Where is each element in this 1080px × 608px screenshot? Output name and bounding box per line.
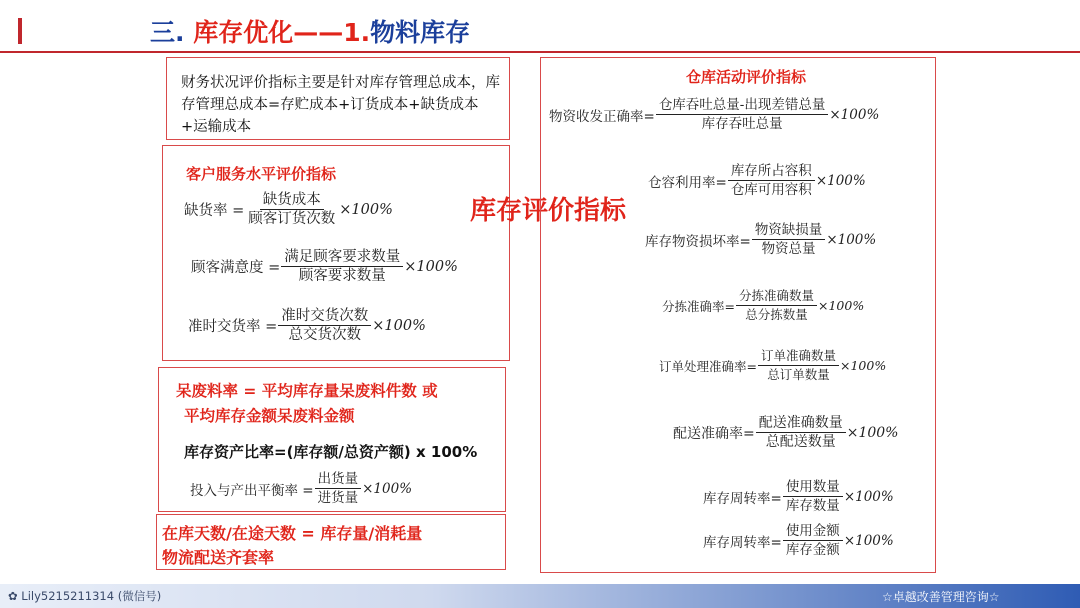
denominator: 库存数量 <box>785 498 840 514</box>
formula-label: 库存周转率= <box>703 490 782 507</box>
numerator: 准时交货次数 <box>278 307 371 326</box>
fraction <box>656 96 829 133</box>
fraction <box>736 287 817 324</box>
formula-label: 库存物资损坏率= <box>645 233 751 250</box>
title-prefix: 三. <box>150 18 194 47</box>
fraction <box>281 248 403 285</box>
formula-label: 仓容利用率= <box>648 174 727 191</box>
days-in-stock-line1: 在库天数/在途天数 = 库存量/消耗量 <box>162 524 423 543</box>
denominator: 仓库可用容积 <box>730 182 812 198</box>
obsolete-rate-line1: 呆废料率 = 平均库存量呆废料件数 或 <box>176 382 438 400</box>
percent-tail: ×100% <box>404 258 458 275</box>
percent-tail: ×100% <box>339 201 393 218</box>
numerator: 出货量 <box>315 470 362 489</box>
inventory-asset-ratio: 库存资产比率=(库存额/总资产额) x 100% <box>184 443 478 461</box>
denominator: 库存金额 <box>785 542 840 558</box>
formula-label: 物资收发正确率= <box>549 108 655 125</box>
numerator: 物资缺损量 <box>752 221 826 240</box>
denominator: 总配送数量 <box>765 434 836 450</box>
stockout-rate-formula <box>184 191 393 228</box>
header-divider <box>0 51 1080 53</box>
intro-text: 财务状况评价指标主要是针对库存管理总成本，库存管理总成本=存贮成本+订货成本+缺货成本+运输成本 <box>181 75 500 135</box>
formula-label: 缺货率 = <box>184 203 245 219</box>
delivery-accuracy-formula <box>673 414 899 451</box>
order-accuracy-formula <box>659 347 886 384</box>
fraction <box>756 414 846 451</box>
formula-label: 配送准确率= <box>673 425 755 442</box>
header-accent-bar <box>18 18 22 44</box>
title-main: 库存优化——1. <box>193 18 371 47</box>
title-sub: 物料库存 <box>370 18 471 47</box>
days-in-stock-line2: 物流配送齐套率 <box>162 548 275 567</box>
customer-heading: 客户服务水平评价指标 <box>186 165 337 183</box>
fraction <box>315 470 362 507</box>
denominator: 顾客要求数量 <box>298 268 386 284</box>
denominator: 总订单数量 <box>767 367 830 382</box>
fraction <box>758 347 839 384</box>
footer-brand: ☆卓越改善管理咨询☆ <box>882 590 1000 604</box>
numerator: 订单准确数量 <box>758 347 839 366</box>
formula-label: 顾客满意度 = <box>191 260 281 276</box>
turnover-amount-formula <box>703 522 894 559</box>
numerator: 库存所占容积 <box>728 162 815 181</box>
percent-tail: ×100% <box>815 172 866 189</box>
fraction <box>245 191 338 228</box>
numerator: 缺货成本 <box>260 191 324 210</box>
numerator: 满足顾客要求数量 <box>281 248 403 267</box>
formula-label: 准时交货率 = <box>188 319 278 335</box>
percent-tail: ×100% <box>372 317 426 334</box>
receipt-accuracy-formula <box>549 96 879 133</box>
denominator: 库存吞吐总量 <box>701 116 783 132</box>
formula-label: 订单处理准确率= <box>659 358 757 374</box>
fraction <box>728 162 815 199</box>
numerator: 分拣准确数量 <box>736 287 817 306</box>
fraction <box>783 522 843 559</box>
turnover-qty-formula <box>703 478 894 515</box>
numerator: 仓库吞吐总量-出现差错总量 <box>656 96 829 115</box>
numerator: 使用金额 <box>783 522 843 541</box>
warehouse-heading: 仓库活动评价指标 <box>686 68 807 86</box>
fraction <box>783 478 843 515</box>
denominator: 物资总量 <box>761 241 816 257</box>
capacity-utilization-formula <box>648 162 866 199</box>
page-title <box>150 13 470 49</box>
numerator: 使用数量 <box>783 478 843 497</box>
picking-accuracy-formula <box>662 287 864 324</box>
ontime-delivery-formula <box>188 307 426 344</box>
denominator: 总交货次数 <box>288 327 362 343</box>
customer-satisfaction-formula <box>191 248 458 285</box>
formula-label: 分拣准确率= <box>662 298 735 314</box>
percent-tail: ×100% <box>826 231 877 248</box>
io-balance-formula <box>190 470 412 507</box>
formula-label: 库存周转率= <box>703 534 782 551</box>
denominator: 进货量 <box>317 490 359 506</box>
inventory-evaluation-label: 库存评价指标 <box>470 196 627 226</box>
fraction <box>278 307 371 344</box>
obsolete-rate-line2: 平均库存金额呆废料金额 <box>184 407 355 425</box>
formula-label: 投入与产出平衡率 = <box>190 482 314 499</box>
percent-tail: ×100% <box>840 358 887 373</box>
percent-tail: ×100% <box>818 298 865 313</box>
percent-tail: ×100% <box>843 488 894 505</box>
percent-tail: ×100% <box>846 424 899 441</box>
fraction <box>752 221 826 258</box>
percent-tail: ×100% <box>362 480 413 497</box>
percent-tail: ×100% <box>843 532 894 549</box>
denominator: 顾客订货次数 <box>248 211 336 227</box>
footer-wechat-id: ✿ Lily5215211314 (微信号) <box>8 589 162 603</box>
percent-tail: ×100% <box>829 106 880 123</box>
denominator: 总分拣数量 <box>745 307 808 322</box>
damage-rate-formula <box>645 221 876 258</box>
numerator: 配送准确数量 <box>756 414 846 433</box>
